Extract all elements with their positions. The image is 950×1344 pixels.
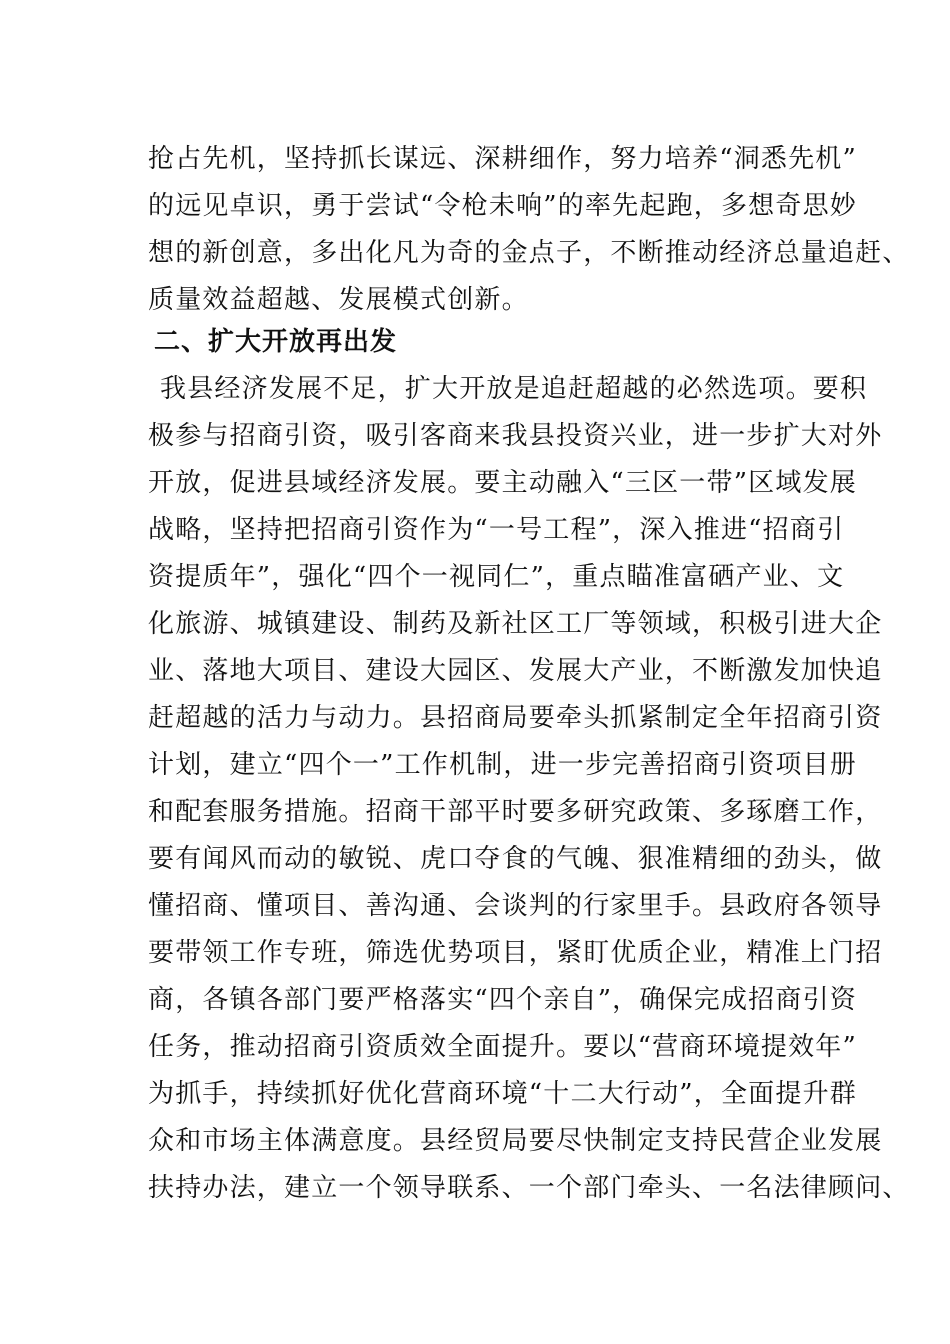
paragraph-line: 战略，坚持把招商引资作为“一号工程”，深入推进“招商引: [148, 515, 845, 545]
paragraph-line: 要有闻风而动的敏锐、虎口夺食的气魄、狠准精细的劲头，做: [148, 844, 883, 874]
paragraph-line: 极参与招商引资，吸引客商来我县投资兴业，进一步扩大对外: [148, 421, 883, 451]
paragraph-line: 资提质年”，强化“四个一视同仁”，重点瞄准富硒产业、文: [148, 562, 845, 592]
paragraph-line: 想的新创意，多出化凡为奇的金点子，不断推动经济总量追赶、: [148, 238, 910, 268]
paragraph-line: 抢占先机，坚持抓长谋远、深耕细作，努力培养“洞悉先机”: [148, 144, 857, 174]
paragraph-line: 赶超越的活力与动力。县招商局要牵头抓紧制定全年招商引资: [148, 703, 883, 733]
paragraph-line: 计划，建立“四个一”工作机制，进一步完善招商引资项目册: [148, 750, 857, 780]
paragraph-line: 质量效益超越、发展模式创新。: [148, 285, 529, 315]
paragraph-line: 懂招商、懂项目、善沟通、会谈判的行家里手。县政府各领导: [148, 891, 883, 921]
paragraph-line: 和配套服务措施。招商干部平时要多研究政策、多琢磨工作，: [148, 797, 883, 827]
paragraph-line: 要带领工作专班，筛选优势项目，紧盯优质企业，精准上门招: [148, 938, 883, 968]
paragraph-line: 业、落地大项目、建设大园区、发展大产业，不断激发加快追: [148, 656, 883, 686]
paragraph-line: 商，各镇各部门要严格落实“四个亲自”，确保完成招商引资: [148, 985, 857, 1015]
section-heading: 二、扩大开放再出发: [154, 327, 398, 357]
paragraph-line: 开放，促进县域经济发展。要主动融入“三区一带”区域发展: [148, 468, 857, 498]
paragraph-line: 我县经济发展不足，扩大开放是追赶超越的必然选项。要积: [160, 374, 868, 404]
paragraph-line: 为抓手，持续抓好优化营商环境“十二大行动”，全面提升群: [148, 1079, 857, 1109]
paragraph-line: 众和市场主体满意度。县经贸局要尽快制定支持民营企业发展: [148, 1126, 883, 1156]
paragraph-line: 化旅游、城镇建设、制药及新社区工厂等领域，积极引进大企: [148, 609, 883, 639]
paragraph-line: 的远见卓识，勇于尝试“令枪未响”的率先起跑，多想奇思妙: [148, 191, 857, 221]
paragraph-line: 扶持办法，建立一个领导联系、一个部门牵头、一名法律顾问、: [148, 1173, 910, 1203]
paragraph-line: 任务，推动招商引资质效全面提升。要以“营商环境提效年”: [148, 1032, 857, 1062]
